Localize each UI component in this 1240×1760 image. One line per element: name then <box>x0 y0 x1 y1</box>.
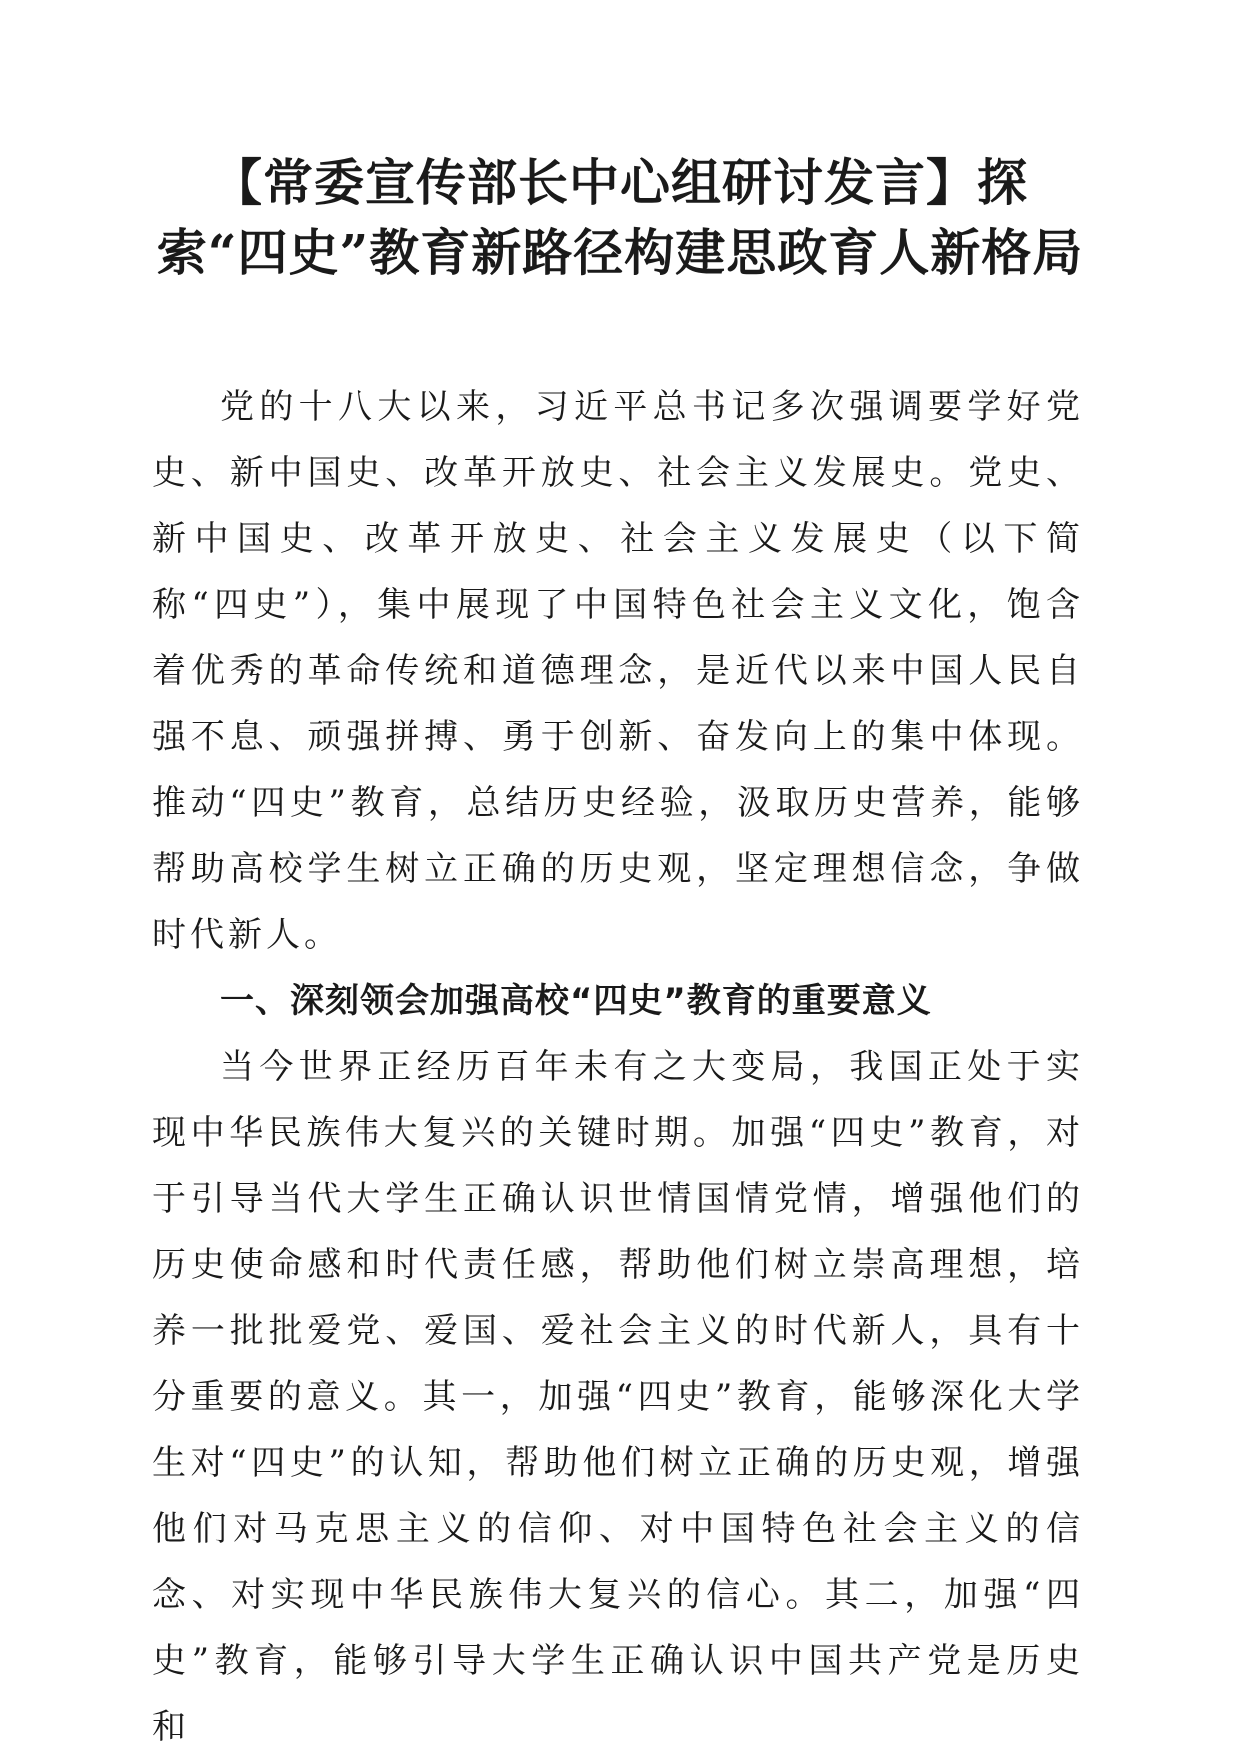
intro-paragraph: 党的十八大以来，习近平总书记多次强调要学好党史、新中国史、改革开放史、社会主义发展史。党史、新中国史、改革开放史、社会主义发展史（以下简称“四史”），集中展现了中国特色社会主义文化，饱含着优秀的革命传统和道德理念，是近代以来中国人民自强不息、顽强拼搏、勇于创新、奋发向上的集中体现。推动“四史”教育，总结历史经验，汲取历史营养，能够帮助高校学生树立正确的历史观，坚定理想信念，争做时代新人。 <box>152 387 1084 955</box>
section-paragraph: 当今世界正经历百年未有之大变局，我国正处于实现中华民族伟大复兴的关键时期。加强“四史”教育，对于引导当代大学生正确认识世情国情党情，增强他们的历史使命感和时代责任感，帮助他们树立崇高理想，培养一批批爱党、爱国、爱社会主义的时代新人，具有十分重要的意义。其一，加强“四史”教育，能够深化大学生对“四史”的认知，帮助他们树立正确的历史观，增强他们对马克思主义的信仰、对中国特色社会主义的信念、对实现中华民族伟大复兴的信心。其二，加强“四史”教育，能够引导大学生正确认识中国共产党是历史和 <box>152 1047 1084 1747</box>
section-heading: 一、深刻领会加强高校“四史”教育的重要意义 <box>220 981 932 1021</box>
document-title: 【常委宣传部长中心组研讨发言】探索“四史”教育新路径构建思政育人新格局 <box>156 153 1084 282</box>
document-body <box>152 374 1084 1760</box>
